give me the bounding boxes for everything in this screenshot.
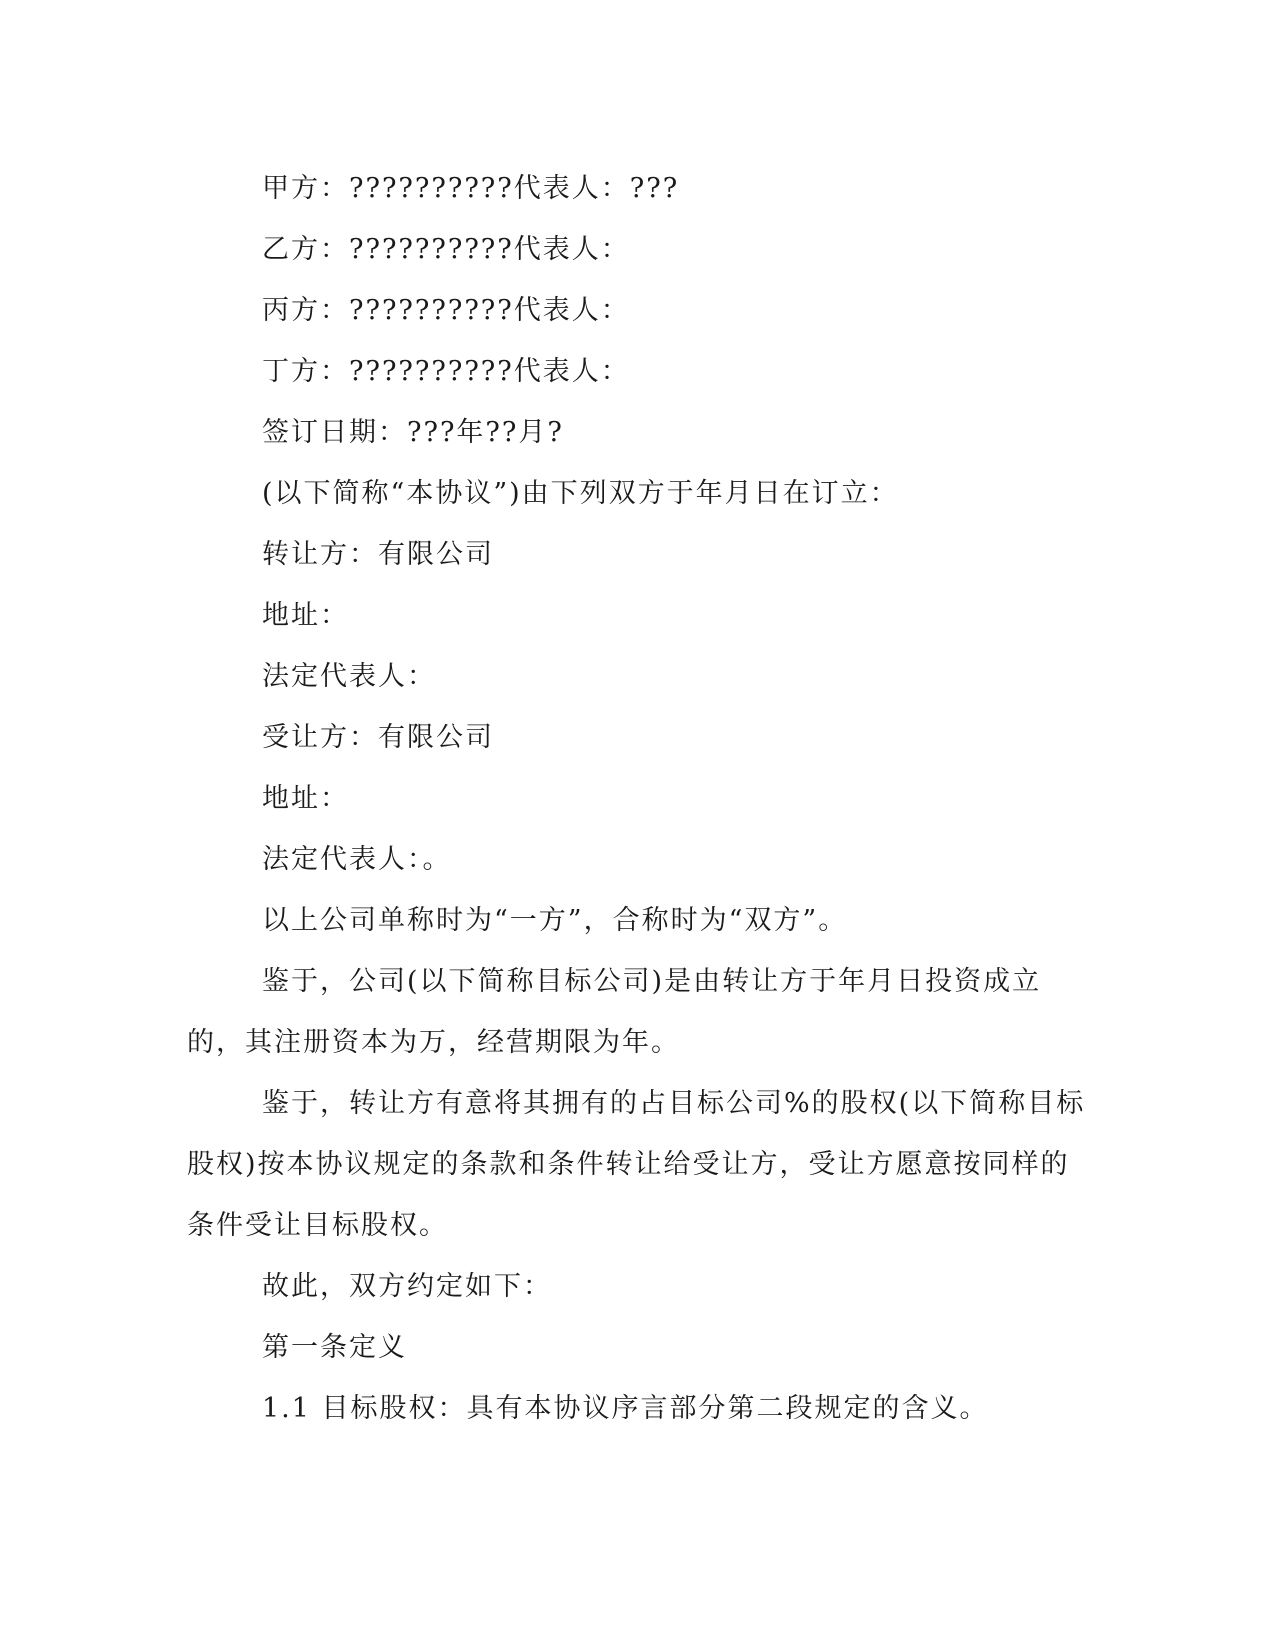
transferee-address: 地址： — [262, 783, 349, 814]
party-naming-clause: 以上公司单称时为“一方”，合称时为“双方”。 — [262, 905, 848, 936]
article-one-heading: 第一条定义 — [262, 1332, 407, 1363]
party-b-line: 乙方：??????????代表人： — [262, 234, 630, 265]
definition-1-1: 1.1 目标股权：具有本协议序言部分第二段规定的含义。 — [262, 1393, 989, 1424]
agreement-intro: (以下简称“本协议”)由下列双方于年月日在订立： — [262, 478, 899, 509]
signing-date-line: 签订日期：???年??月? — [262, 417, 564, 448]
agreement-lead-in: 故此，双方约定如下： — [262, 1271, 552, 1302]
transferee-legal-rep: 法定代表人：。 — [262, 844, 452, 875]
party-d-line: 丁方：??????????代表人： — [262, 356, 630, 387]
recital-target-company: 鉴于，公司(以下简称目标公司)是由转让方于年月日投资成立的，其注册资本为万，经营期限为年。 — [187, 966, 1042, 1058]
transferee-line: 受让方：有限公司 — [262, 722, 494, 753]
party-a-line: 甲方：??????????代表人：??? — [262, 173, 680, 204]
transferor-legal-rep: 法定代表人： — [262, 661, 436, 692]
document-body — [187, 158, 1087, 1439]
transferor-address: 地址： — [262, 600, 349, 631]
party-c-line: 丙方：??????????代表人： — [262, 295, 630, 326]
recital-target-equity: 鉴于，转让方有意将其拥有的占目标公司%的股权(以下简称目标股权)按本协议规定的条款和条件转让给受让方，受让方愿意按同样的条件受让目标股权。 — [187, 1088, 1086, 1241]
transferor-line: 转让方：有限公司 — [262, 539, 494, 570]
